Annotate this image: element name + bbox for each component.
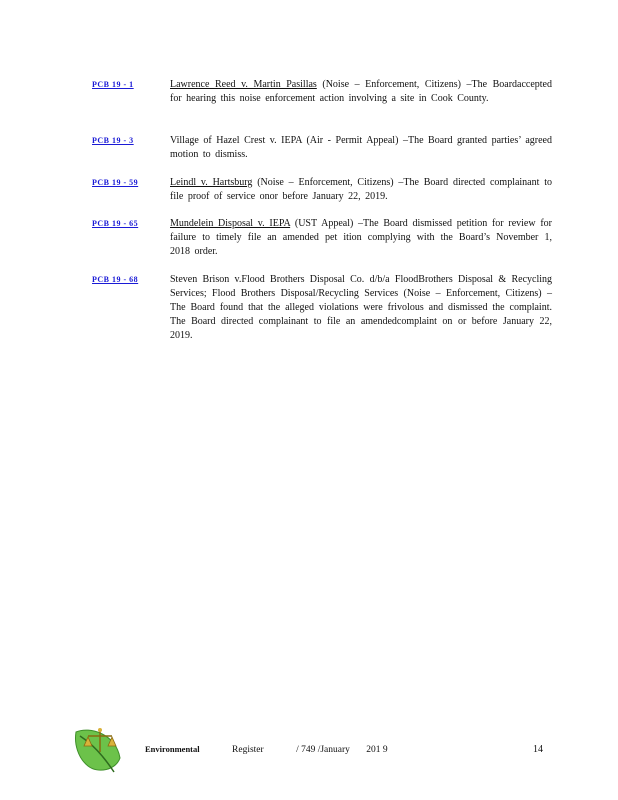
docket-link[interactable]: PCB 19 - 59 — [92, 178, 139, 187]
entry-body — [170, 134, 552, 162]
docket-link[interactable]: PCB 19 - 1 — [92, 80, 134, 89]
leaf-scales-logo-icon — [70, 724, 124, 776]
entry-body — [170, 217, 552, 259]
entry-body — [170, 78, 552, 106]
entry-body — [170, 273, 552, 343]
entry-text: (Noise – Enforcement, Citizens) –The Boardaccepted for hearing this noise enforcement action involving a site in Cook County. — [170, 79, 552, 104]
page-number: 14 — [533, 744, 543, 755]
case-title: Leindl v. Hartsburg — [170, 177, 253, 188]
case-title: Mundelein Disposal v. IEPA — [170, 218, 291, 229]
entry-text: (UST Appeal) –The Board dismissed petition for review for failure to timely file an amended pet ition complying with the Board’s November 1, 2018 order. — [170, 218, 552, 257]
page-footer — [0, 720, 618, 780]
issue-label: / 749 /January — [296, 745, 350, 755]
opinion-entry — [92, 273, 552, 343]
opinion-entry — [92, 134, 552, 162]
opinion-entry — [92, 78, 552, 106]
docket-link[interactable]: PCB 19 - 68 — [92, 275, 139, 284]
entry-body — [170, 176, 552, 204]
docket-link[interactable]: PCB 19 - 65 — [92, 219, 139, 228]
footer-text — [145, 744, 418, 755]
entry-text: Village of Hazel Crest v. IEPA (Air - Permit Appeal) –The Board granted parties’ agreed motion to dismiss. — [170, 135, 552, 160]
case-title: Lawrence Reed v. Martin Pasillas — [170, 79, 317, 90]
year-label: 201 9 — [366, 745, 388, 755]
entry-text: Steven Brison v.Flood Brothers Disposal Co. d/b/a FloodBrothers Disposal & Recycling Services; Flood Brothers Disposal/Recycling Services (Noise – Enforcement, Citizens) –The Board found that the alleged violations were frivolous and dismissed the complaint. The Board directed complainant to file an amendedcomplaint on or before January 22, 2019. — [170, 274, 552, 341]
opinion-entry — [92, 176, 552, 204]
register-label: Register — [232, 745, 264, 755]
entry-text: (Noise – Enforcement, Citizens) –The Board directed complainant to file proof of service onor before January 22, 2019. — [170, 177, 552, 202]
docket-link[interactable]: PCB 19 - 3 — [92, 136, 134, 145]
opinion-entry — [92, 217, 552, 259]
publication-name: Environmental — [145, 744, 200, 754]
